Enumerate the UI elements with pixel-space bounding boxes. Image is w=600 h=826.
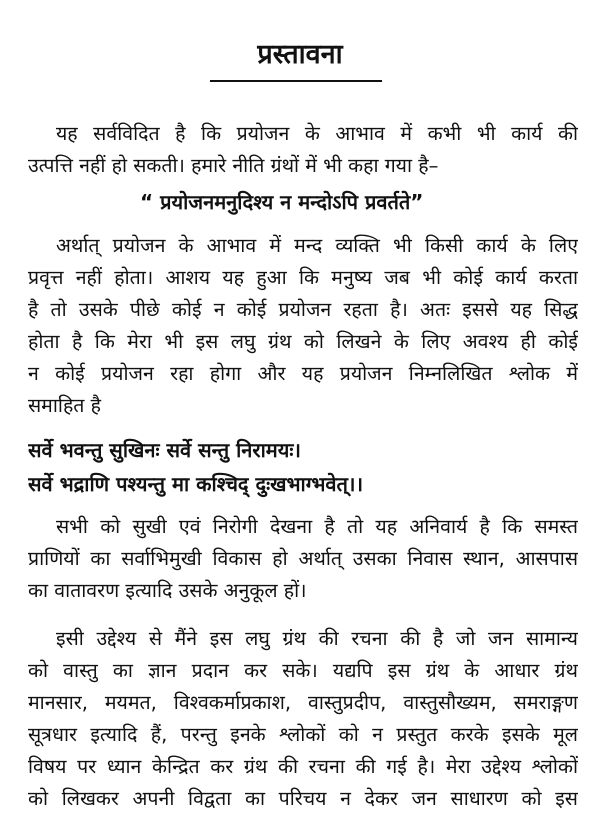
text-line: को लिखकर अपनी विद्वता का परिचय न देकर जन साधारण को इस: [28, 787, 578, 810]
text-line: अर्थात् प्रयोजन के आभाव में मन्द व्यक्ति भी किसी कार्य के लिए: [56, 234, 578, 257]
page-title: प्रस्तावना: [257, 39, 343, 70]
text-line: का वातावरण इत्यादि उसके अनुकूल हों।: [28, 579, 307, 602]
text-line: इसी उद्देश्य से मैंने इस लघु ग्रंथ की रचना की है जो जन सामान्य: [56, 627, 578, 650]
verse-line: सर्वे भवन्तु सुखिनः सर्वे सन्तु निरामयः।: [28, 438, 301, 462]
text-line: को वास्तु का ज्ञान प्रदान कर सके। यद्यपि इस ग्रंथ के आधार ग्रंथ: [28, 659, 578, 682]
verse-line: सर्वे भद्राणि पश्यन्तु मा कश्चिद् दुःखभाग्भवेत्।।: [28, 472, 364, 496]
text-line: विषय पर ध्यान केन्द्रित कर ग्रंथ की रचना की गई है। मेरा उद्देश्य श्लोकों: [28, 755, 578, 778]
text-line: यह सर्वविदित है कि प्रयोजन के आभाव में कभी भी कार्य की: [56, 122, 578, 145]
text-line: मानसार, मयमत, विश्वकर्माप्रकाश, वास्तुप्रदीप, वास्तुसौख्यम, समराङ्गण: [28, 691, 578, 714]
text-line: सभी को सुखी एवं निरोगी देखना है तो यह अनिवार्य है कि समस्त: [56, 515, 578, 538]
text-line: सूत्रधार इत्यादि हैं, परन्तु इनके श्लोकों को न प्रस्तुत करके इसके मूल: [28, 723, 578, 746]
text-line: होता है कि मेरा भी इस लघु ग्रंथ को लिखने के लिए अवश्य ही कोई: [28, 330, 578, 353]
text-line: समाहित है: [28, 394, 101, 417]
text-line: न कोई प्रयोजन रहा होगा और यह प्रयोजन निम्नलिखित श्लोक में: [28, 362, 578, 385]
text-line: प्रवृत्त नहीं होता। आशय यह हुआ कि मनुष्य जब भी कोई कार्य करता: [28, 266, 578, 289]
title-underline: [210, 80, 382, 82]
text-line: उत्पत्ति नहीं हो सकती। हमारे नीति ग्रंथों में भी कहा गया है–: [28, 154, 439, 177]
text-line: है तो उसके पीछे कोई न कोई प्रयोजन रहता है। अतः इससे यह सिद्ध: [28, 298, 578, 321]
quotation: “ प्रयोजनमनुदिश्य न मन्दोऽपि प्रवर्तते”: [140, 190, 424, 214]
text-line: प्राणियों का सर्वाभिमुखी विकास हो अर्थात् उसका निवास स्थान, आसपास: [28, 547, 578, 570]
